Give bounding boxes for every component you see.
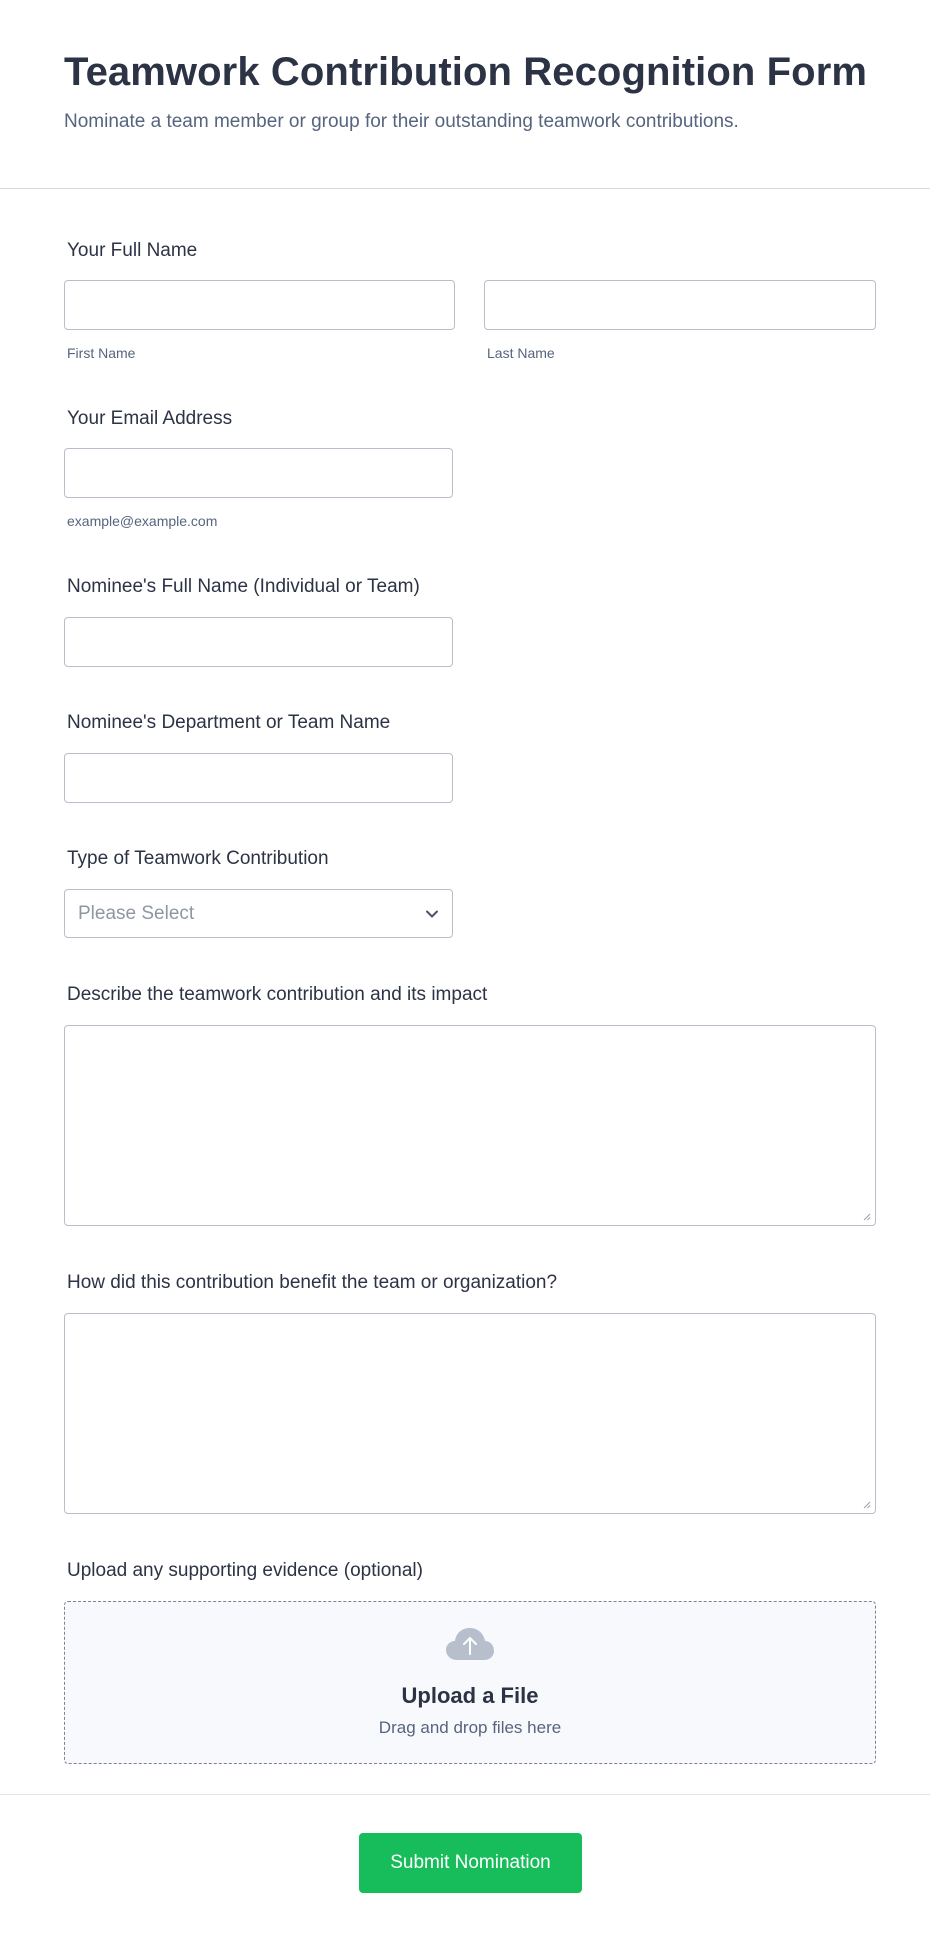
description-textarea[interactable] bbox=[64, 1025, 876, 1226]
nominee-name-label: Nominee's Full Name (Individual or Team) bbox=[67, 576, 420, 597]
nominee-department-label: Nominee's Department or Team Name bbox=[67, 712, 391, 733]
email-label: Your Email Address bbox=[67, 408, 233, 429]
last-name-sublabel: Last Name bbox=[487, 345, 555, 361]
email-field[interactable] bbox=[64, 448, 453, 498]
page-title: Teamwork Contribution Recognition Form bbox=[64, 50, 868, 94]
email-sublabel: example@example.com bbox=[67, 513, 218, 529]
upload-title: Upload a File bbox=[401, 1683, 539, 1708]
contribution-type-label: Type of Teamwork Contribution bbox=[67, 848, 329, 869]
resize-handle-icon[interactable] bbox=[862, 1212, 871, 1221]
form-header bbox=[0, 0, 930, 189]
upload-hint: Drag and drop files here bbox=[378, 1718, 562, 1737]
benefit-label: How did this contribution benefit the team or organization? bbox=[67, 1272, 558, 1293]
submit-button[interactable]: Submit Nomination bbox=[359, 1833, 582, 1893]
full-name-label: Your Full Name bbox=[67, 240, 198, 261]
benefit-textarea[interactable] bbox=[64, 1313, 876, 1514]
resize-handle-icon[interactable] bbox=[862, 1500, 871, 1509]
chevron-down-icon bbox=[424, 906, 440, 922]
upload-label: Upload any supporting evidence (optional) bbox=[67, 1560, 423, 1581]
form-footer bbox=[0, 1794, 930, 1942]
cloud-upload-icon bbox=[445, 1626, 495, 1662]
description-label: Describe the teamwork contribution and its impact bbox=[67, 984, 488, 1005]
nominee-name-input[interactable] bbox=[64, 617, 453, 667]
first-name-sublabel: First Name bbox=[67, 345, 136, 361]
select-placeholder: Please Select bbox=[78, 903, 195, 924]
nominee-department-input[interactable] bbox=[64, 753, 453, 803]
file-upload-dropzone[interactable] bbox=[64, 1601, 876, 1764]
last-name-input[interactable] bbox=[484, 280, 876, 330]
page-subtitle: Nominate a team member or group for their outstanding teamwork contributions. bbox=[64, 111, 739, 132]
contribution-type-select[interactable] bbox=[64, 889, 453, 938]
first-name-input[interactable] bbox=[64, 280, 455, 330]
